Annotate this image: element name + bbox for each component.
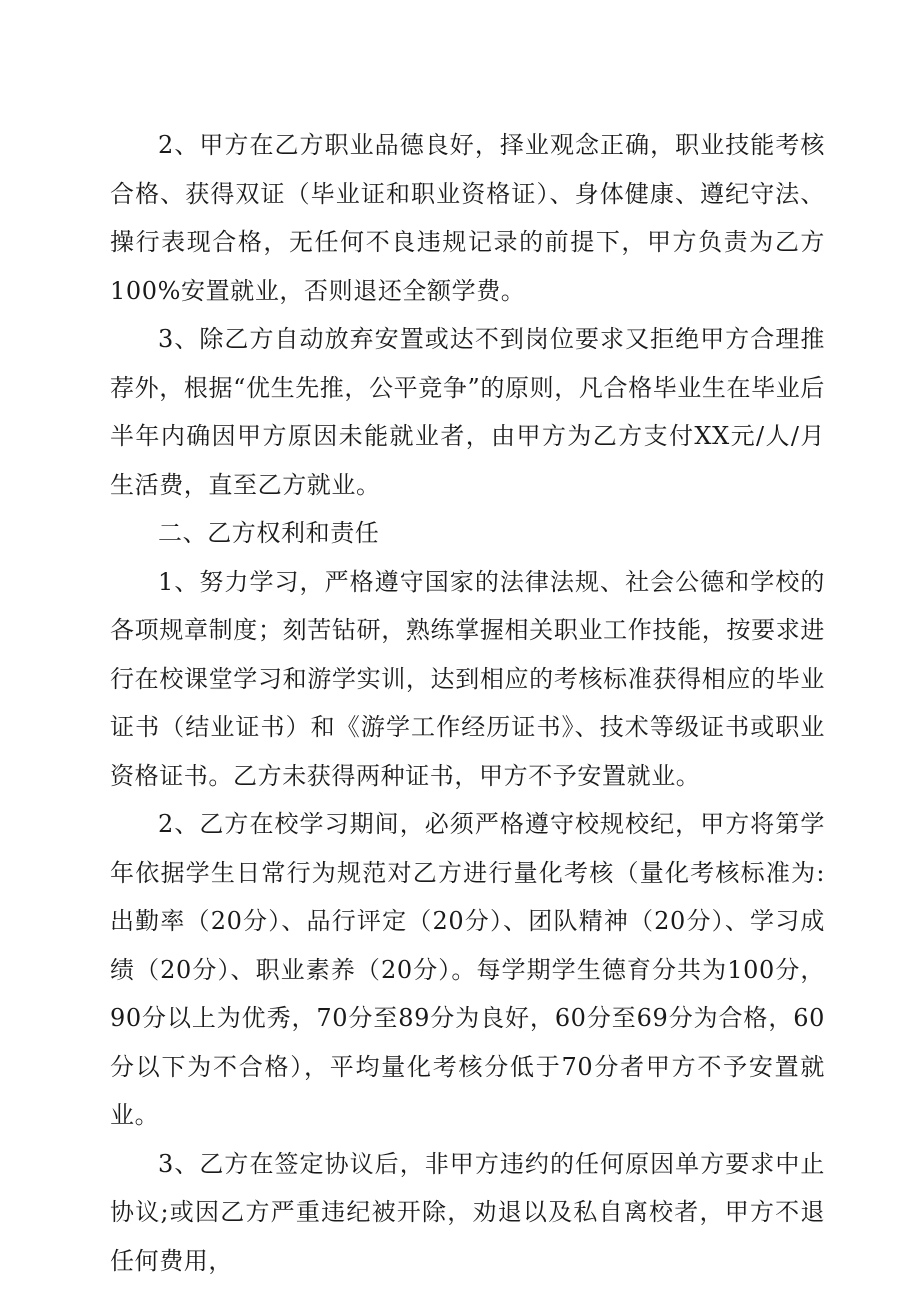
clause-b3-termination: 3、乙方在签定协议后，非甲方违约的任何原因单方要求中止协议;或因乙方严重违纪被开除，劝退以及私自离校者，甲方不退任何费用， [110,1149,825,1275]
section-heading-party-b-rights: 二、乙方权利和责任 [158,519,380,547]
clause-b1-study-requirements: 1、努力学习，严格遵守国家的法律法规、社会公德和学校的各项规章制度；刻苦钻研，熟练掌握相关职业工作技能，按要求进行在校课堂学习和游学实训，达到相应的考核标准获得相应的毕业证书（结业证书）和《游学工作经历证书》、技术等级证书或职业资格证书。乙方未获得两种证书，甲方不予安置就业。 [110,567,825,790]
clause-a3-living-allowance: 3、除乙方自动放弃安置或达不到岗位要求又拒绝甲方合理推荐外，根据“优生先推，公平竞争”的原则，凡合格毕业生在毕业后半年内确因甲方原因未能就业者，由甲方为乙方支付XX元/人/月生活费，直至乙方就业。 [110,325,825,499]
document-body [110,121,825,1285]
clause-b2-quantitative-assessment: 2、乙方在校学习期间，必须严格遵守校规校纪，甲方将第学年依据学生日常行为规范对乙方进行量化考核（量化考核标准为:出勤率（20分）、品行评定（20分）、团队精神（20分）、学习成绩（20分）、职业素养（20分）。每学期学生德育分共为100分，90分以上为优秀，70分至89分为良好，60分至69分为合格，60分以下为不合格），平均量化考核分低于70分者甲方不予安置就业。 [110,810,825,1129]
clause-a2-employment-guarantee: 2、甲方在乙方职业品德良好，择业观念正确，职业技能考核合格、获得双证（毕业证和职业资格证）、身体健康、遵纪守法、操行表现合格，无任何不良违规记录的前提下，甲方负责为乙方100%安置就业，否则退还全额学费。 [110,131,825,305]
